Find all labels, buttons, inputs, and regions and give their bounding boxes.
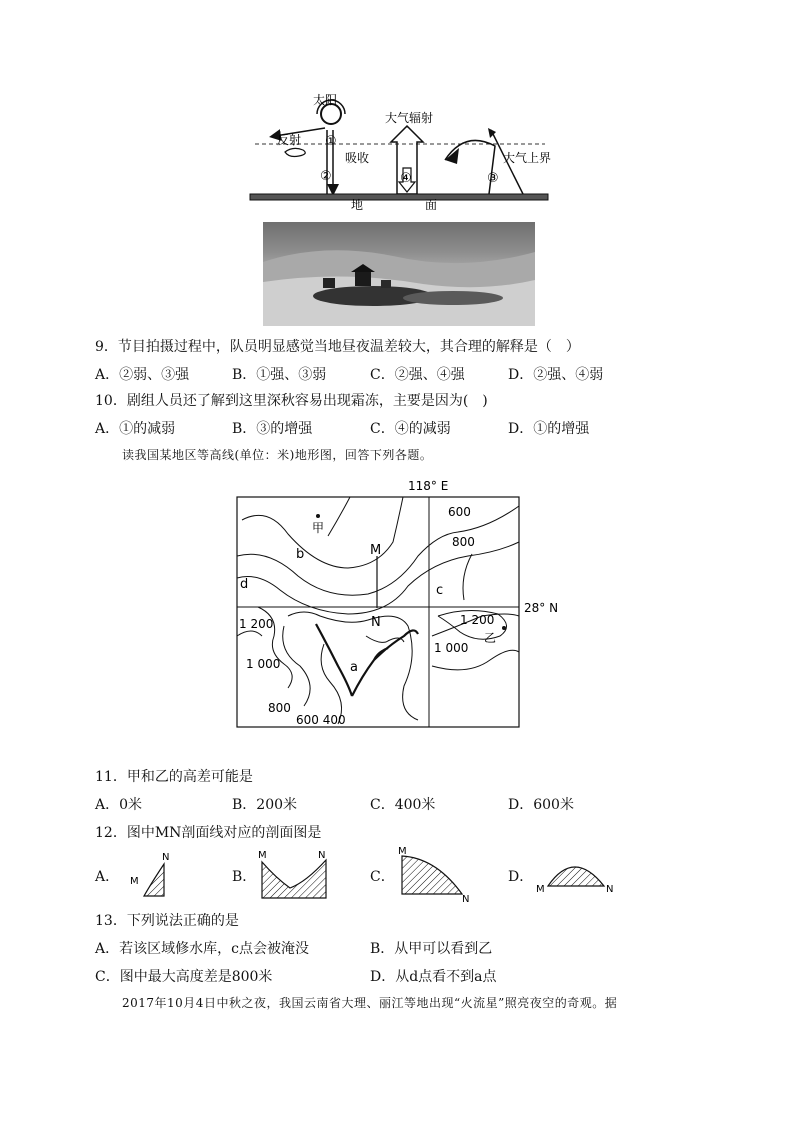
longitude-label: 118° E [408, 479, 449, 493]
svg-text:M: M [258, 850, 267, 861]
contour-label-600-400: 600 400 [296, 713, 346, 727]
label-3: ③ [487, 171, 499, 186]
question-12-option-a[interactable]: A． [95, 869, 120, 885]
question-9-option-a[interactable]: A．②弱、③强 [95, 367, 190, 383]
contour-label-800-top: 800 [452, 535, 475, 549]
sun-label: 太阳 [313, 93, 338, 107]
question-9-option-c[interactable]: C．②强、④强 [370, 367, 465, 383]
profile-a-icon[interactable] [124, 848, 188, 900]
question-11-option-a[interactable]: A．0米 [95, 797, 143, 813]
map-label-b: b [296, 547, 305, 562]
ground-label-2: 面 [425, 198, 438, 210]
desert-oasis-photo [263, 222, 535, 326]
question-10-option-b[interactable]: B．③的增强 [232, 421, 313, 437]
question-10-stem: 10．剧组人员还了解到这里深秋容易出现霜冻，主要是因为( ) [95, 393, 488, 409]
profile-c-icon[interactable] [396, 846, 476, 904]
map-label-jia: 甲 [312, 521, 325, 535]
cloud-icon [285, 148, 305, 156]
map-label-c: c [436, 583, 444, 598]
label-4: ④ [400, 171, 412, 186]
svg-text:N: N [462, 894, 470, 904]
contour-label-1200-left: 1 200 [239, 617, 274, 631]
map-label-m: M [370, 543, 382, 558]
question-12-option-c[interactable]: C． [370, 869, 395, 885]
map-label-yi: 乙 [484, 631, 497, 645]
point-jia [316, 514, 320, 518]
map-label-n: N [371, 615, 381, 630]
question-13-stem: 13．下列说法正确的是 [95, 913, 239, 929]
svg-text:M: M [398, 846, 407, 857]
question-10-option-c[interactable]: C．④的减弱 [370, 421, 451, 437]
atmosphere-heating-diagram [245, 90, 555, 210]
latitude-label: 28° N [524, 601, 559, 615]
svg-text:N: N [318, 850, 326, 861]
question-11-option-b[interactable]: B．200米 [232, 797, 298, 813]
question-10-option-a[interactable]: A．①的减弱 [95, 421, 176, 437]
question-13-option-d[interactable]: D．从d点看不到a点 [370, 969, 497, 985]
map-label-d: d [240, 577, 249, 592]
profile-b-icon[interactable] [256, 848, 336, 904]
question-13-option-a[interactable]: A．若该区域修水库，c点会被淹没 [95, 941, 309, 957]
ground-label-1: 地 [351, 198, 364, 210]
question-13-option-b[interactable]: B．从甲可以看到乙 [370, 941, 493, 957]
question-9-option-d[interactable]: D．②强、④弱 [508, 367, 604, 383]
map-label-a: a [350, 660, 358, 675]
atm-upper-label: 大气上界 [503, 151, 552, 165]
question-12-option-b[interactable]: B． [232, 869, 257, 885]
instruction-text: 读我国某地区等高线(单位：米)地形图，回答下列各题。 [122, 448, 433, 462]
label-1: ① [325, 134, 337, 149]
question-12-option-d[interactable]: D． [508, 869, 534, 885]
svg-text:M: M [130, 876, 139, 887]
question-12-stem: 12．图中MN剖面线对应的剖面图是 [95, 825, 322, 841]
svg-text:M: M [536, 884, 545, 894]
contour-label-1000-left: 1 000 [246, 657, 281, 671]
absorb-label: 吸收 [345, 151, 370, 165]
contour-map [228, 476, 568, 732]
question-9-stem: 9．节目拍摄过程中，队员明显感觉当地昼夜温差较大，其合理的解释是（ ） [95, 339, 580, 355]
svg-text:N: N [606, 884, 614, 894]
question-10-option-d[interactable]: D．①的增强 [508, 421, 590, 437]
svg-text:N: N [162, 852, 170, 863]
question-11-option-c[interactable]: C．400米 [370, 797, 436, 813]
contour-label-800-bottom: 800 [268, 701, 291, 715]
contour-label-1000-right: 1 000 [434, 641, 469, 655]
point-yi [502, 626, 506, 630]
question-11-option-d[interactable]: D．600米 [508, 797, 574, 813]
atm-radiation-label: 大气辐射 [385, 111, 434, 125]
label-2: ② [320, 169, 332, 184]
contour-label-600-top: 600 [448, 505, 471, 519]
contour-label-1200-right: 1 200 [460, 613, 495, 627]
sun-icon [321, 104, 341, 124]
question-9-option-b[interactable]: B．①强、③弱 [232, 367, 327, 383]
reflect-label: 反射 [277, 133, 302, 147]
question-11-stem: 11．甲和乙的高差可能是 [95, 769, 253, 785]
profile-d-icon[interactable] [534, 852, 618, 894]
question-13-option-c[interactable]: C．图中最大高度差是800米 [95, 969, 273, 985]
footer-text: 2017年10月4日中秋之夜，我国云南省大理、丽江等地出现“火流星”照亮夜空的奇观。据 [122, 996, 618, 1010]
